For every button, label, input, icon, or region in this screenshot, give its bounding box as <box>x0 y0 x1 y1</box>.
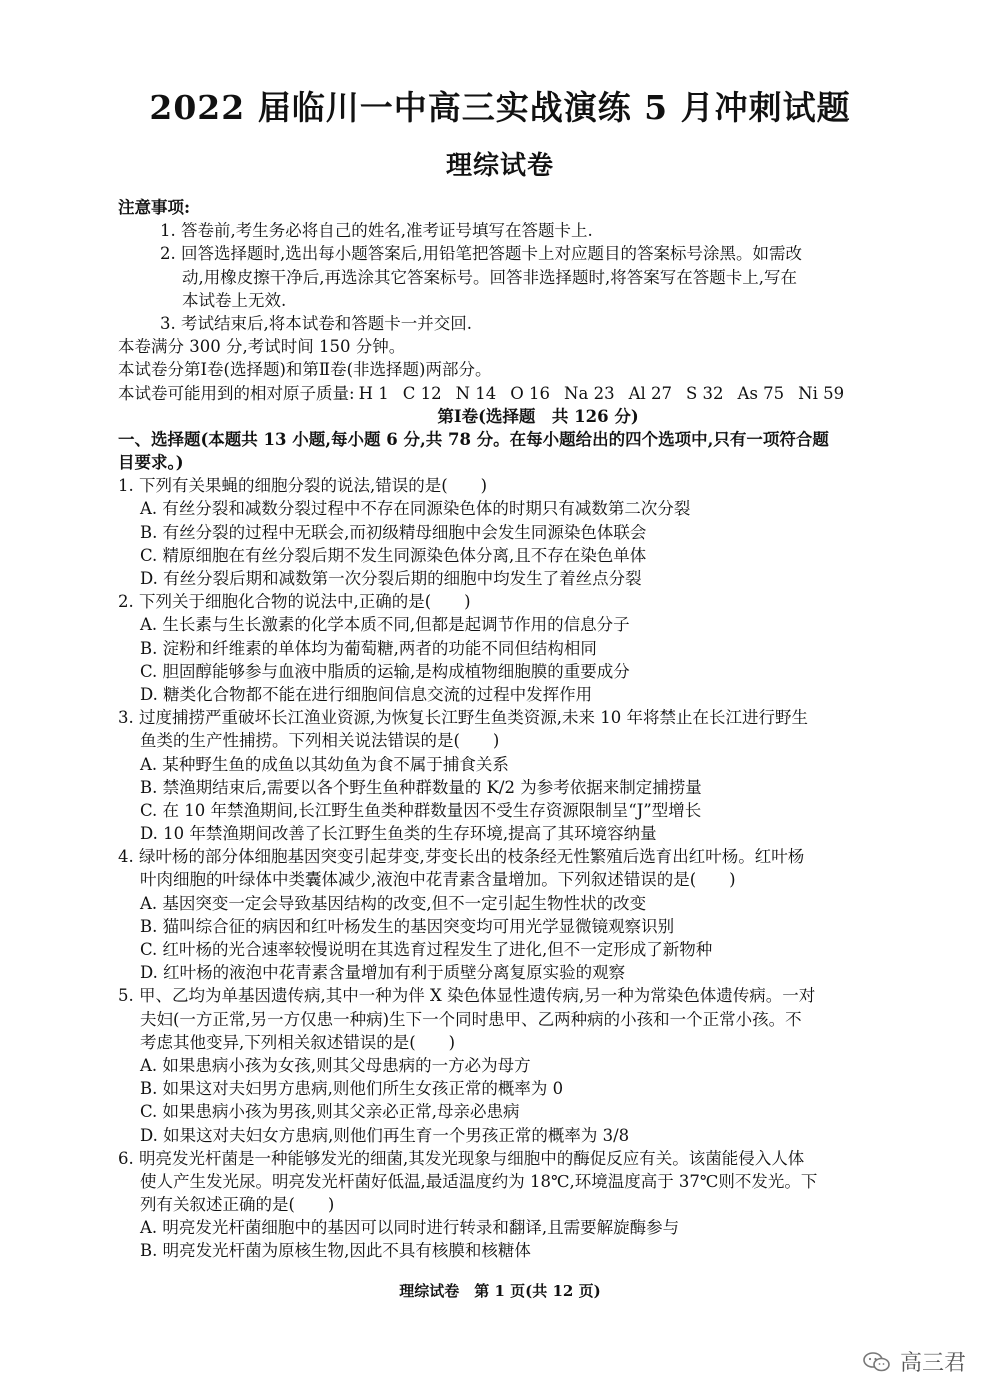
question-option: A. 基因突变一定会导致基因结构的改变,但不一定引起生物性状的改变 <box>140 893 647 913</box>
exam-title: 2022 届临川一中高三实战演练 5 月冲刺试题 <box>149 88 851 127</box>
atomic-mass: Al 27 <box>628 383 672 403</box>
question-option: B. 淀粉和纤维素的单体均为葡萄糖,两者的功能不同但结构相同 <box>140 638 597 658</box>
question-stem: 列有关叙述正确的是( ) <box>140 1195 335 1215</box>
question-stem: 6. 明亮发光杆菌是一种能够发光的细菌,其发光现象与细胞中的酶促反应有关。该菌能侵入人体 <box>118 1148 805 1168</box>
section-heading: 目要求。) <box>118 453 184 473</box>
question-option: C. 在 10 年禁渔期间,长江野生鱼类种群数量因不受生存资源限制呈“J”型增长 <box>140 800 702 820</box>
question-option: D. 红叶杨的液泡中花青素含量增加有利于质壁分离复原实验的观察 <box>140 963 626 983</box>
question-option: B. 猫叫综合征的病因和红叶杨发生的基因突变均可用光学显微镜观察识别 <box>140 916 675 936</box>
question-stem: 1. 下列有关果蝇的细胞分裂的说法,错误的是( ) <box>118 476 488 496</box>
question-option: B. 有丝分裂的过程中无联会,而初级精母细胞中会发生同源染色体联会 <box>140 522 647 542</box>
exam-subtitle: 理综试卷 <box>445 151 554 181</box>
atomic-mass: H 1 <box>358 383 389 403</box>
notice-item: 3. 考试结束后,将本试卷和答题卡一并交回. <box>160 313 472 333</box>
atomic-mass: Ni 59 <box>798 383 845 403</box>
question-option: C. 精原细胞在有丝分裂后期不发生同源染色体分离,且不存在染色单体 <box>140 545 647 565</box>
parts-info: 本试卷分第Ⅰ卷(选择题)和第Ⅱ卷(非选择题)两部分。 <box>118 360 492 380</box>
question-option: D. 糖类化合物都不能在进行细胞间信息交流的过程中发挥作用 <box>140 684 593 704</box>
notice-item: 动,用橡皮擦干净后,再选涂其它答案标号。回答非选择题时,将答案写在答题卡上,写在 <box>182 267 797 287</box>
question <box>118 1147 958 1263</box>
question <box>118 984 958 1146</box>
volume-title: 第Ⅰ卷(选择题 共 126 分) <box>437 406 639 426</box>
question-option: D. 有丝分裂后期和减数第一次分裂后期的细胞中均发生了着丝点分裂 <box>140 569 642 588</box>
question-stem: 3. 过度捕捞严重破坏长江渔业资源,为恢复长江野生鱼类资源,未来 10 年将禁止在长江进行野生 <box>118 708 808 728</box>
notice-item: 1. 答卷前,考生务必将自己的姓名,准考证号填写在答题卡上. <box>160 221 593 241</box>
wechat-icon <box>862 1351 892 1373</box>
watermark-text: 高三君 <box>899 1351 966 1376</box>
page-footer: 理综试卷 第 1 页(共 12 页) <box>399 1282 601 1300</box>
question-option: A. 有丝分裂和减数分裂过程中不存在同源染色体的时期只有减数第二次分裂 <box>140 499 691 519</box>
question-option: D. 10 年禁渔期间改善了长江野生鱼类的生存环境,提高了其环境容纳量 <box>140 824 657 844</box>
question <box>118 474 958 590</box>
atomic-mass: S 32 <box>686 383 724 403</box>
atomic-masses-label: 本试卷可能用到的相对原子质量: <box>118 383 355 403</box>
atomic-mass: C 12 <box>402 383 442 403</box>
question-stem: 夫妇(一方正常,另一方仅患一种病)生下一个同时患甲、乙两种病的小孩和一个正常小孩。不 <box>140 1009 802 1029</box>
question-stem: 鱼类的生产性捕捞。下列相关说法错误的是( ) <box>140 731 500 751</box>
question-option: A. 明亮发光杆菌细胞中的基因可以同时进行转录和翻译,且需要解旋酶参与 <box>140 1218 680 1238</box>
question <box>118 706 958 845</box>
question-stem: 考虑其他变异,下列相关叙述错误的是( ) <box>140 1032 456 1052</box>
atomic-mass: N 14 <box>455 383 497 403</box>
atomic-mass: Na 23 <box>564 383 615 403</box>
question-option: B. 明亮发光杆菌为原核生物,因此不具有核膜和核糖体 <box>140 1241 531 1261</box>
question-option: A. 某种野生鱼的成鱼以其幼鱼为食不属于捕食关系 <box>140 754 509 774</box>
question <box>118 845 958 984</box>
question-stem: 2. 下列关于细胞化合物的说法中,正确的是( ) <box>118 592 471 612</box>
question-option: A. 如果患病小孩为女孩,则其父母患病的一方必为母方 <box>140 1055 531 1075</box>
watermark <box>862 1346 966 1377</box>
question <box>118 590 958 706</box>
section-heading: 一、选择题(本题共 13 小题,每小题 6 分,共 78 分。在每小题给出的四个选项中,只有一项符合题 <box>118 429 829 449</box>
question-option: B. 如果这对夫妇男方患病,则他们所生女孩正常的概率为 0 <box>140 1079 564 1099</box>
question-option: A. 生长素与生长激素的化学本质不同,但都是起调节作用的信息分子 <box>140 615 630 635</box>
notice-item: 2. 回答选择题时,选出每小题答案后,用铅笔把答题卡上对应题目的答案标号涂黑。如需改 <box>160 244 802 264</box>
question-option: C. 如果患病小孩为男孩,则其父亲必正常,母亲必患病 <box>140 1102 520 1122</box>
score-info: 本卷满分 300 分,考试时间 150 分钟。 <box>118 337 406 357</box>
question-stem: 叶肉细胞的叶绿体中类囊体减少,液泡中花青素含量增加。下列叙述错误的是( ) <box>140 870 736 890</box>
atomic-mass: As 75 <box>737 383 785 403</box>
question-stem: 5. 甲、乙均为单基因遗传病,其中一种为伴 X 染色体显性遗传病,另一种为常染色体遗传病。一对 <box>118 986 816 1006</box>
notice-heading: 注意事项: <box>118 198 191 217</box>
question-option: D. 如果这对夫妇女方患病,则他们再生育一个男孩正常的概率为 3/8 <box>140 1125 630 1145</box>
atomic-mass: O 16 <box>510 383 551 403</box>
question-option: B. 禁渔期结束后,需要以各个野生鱼种群数量的 K/2 为参考依据来制定捕捞量 <box>140 777 702 797</box>
atomic-masses <box>118 382 958 405</box>
question-stem: 使人产生发光尿。明亮发光杆菌好低温,最适温度约为 18℃,环境温度高于 37℃则不发光。下 <box>140 1171 818 1191</box>
notice-item: 本试卷上无效. <box>182 290 287 310</box>
question-stem: 4. 绿叶杨的部分体细胞基因突变引起芽变,芽变长出的枝条经无性繁殖后选育出红叶杨。红叶杨 <box>118 847 805 867</box>
question-option: C. 胆固醇能够参与血液中脂质的运输,是构成植物细胞膜的重要成分 <box>140 661 630 681</box>
question-option: C. 红叶杨的光合速率较慢说明在其选育过程发生了进化,但不一定形成了新物种 <box>140 940 713 959</box>
exam-content <box>118 196 958 1263</box>
